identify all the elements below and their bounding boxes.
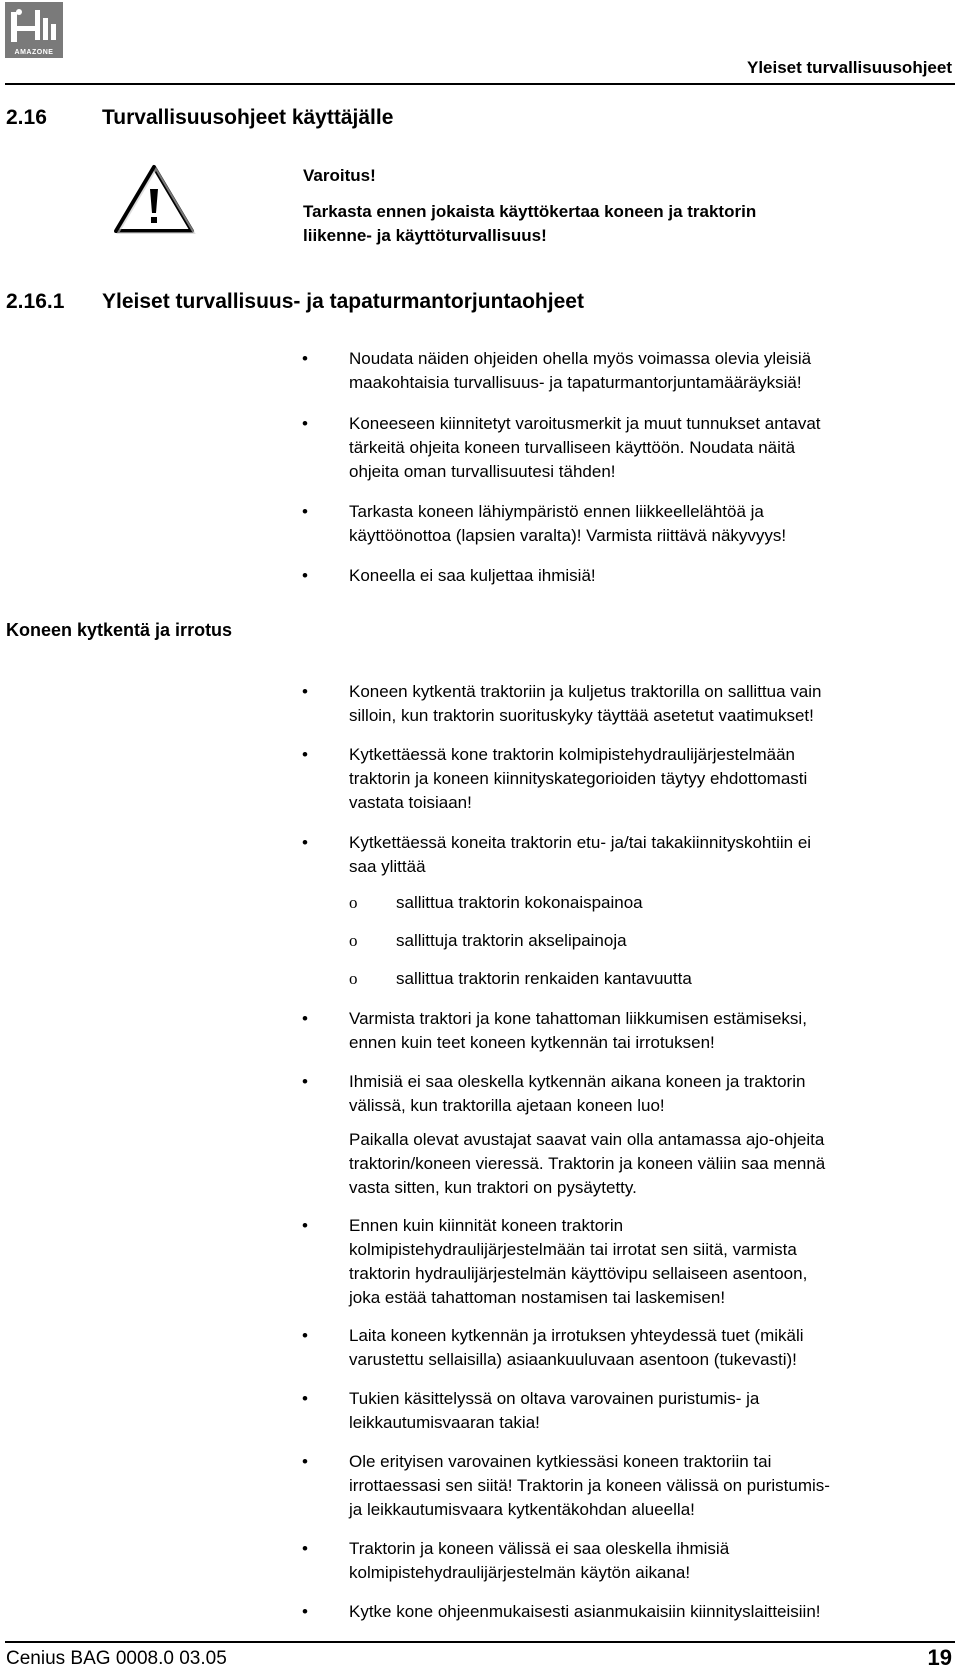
list-item-line: saa ylittää [349,857,426,876]
list-item-line: käyttöönottoa (lapsien varalta)! Varmista riittävä näkyvyys! [349,526,787,545]
bullet-marker: • [302,566,308,585]
list-item-line: Laita koneen kytkennän ja irrotuksen yhteydessä tuet (mikäli [349,1326,804,1345]
list-item-line: Traktorin ja koneen välissä ei saa oleskella ihmisiä [349,1539,730,1558]
warning-label: Varoitus! [303,166,376,185]
list-item-line: Ennen kuin kiinnität koneen traktorin [349,1216,624,1235]
sub-bullet-marker: o [349,969,358,988]
list-item [349,1387,939,1435]
sub-bullet-marker: o [349,893,358,912]
bullet-marker: • [302,349,308,368]
list-item [349,831,939,879]
list-item-line: maakohtaisia turvallisuus- ja tapaturmantorjuntamääräyksiä! [349,373,802,392]
running-header: Yleiset turvallisuusohjeet [746,58,952,77]
bullet-marker: • [302,1602,308,1621]
paragraph-line: vasta sitten, kun traktori on pysäytetty. [349,1178,637,1197]
header-divider [5,83,955,85]
bullet-marker: • [302,1452,308,1471]
bullet-marker: • [302,682,308,701]
list-item-line: varustettu sellaisilla) asiaankuuluvaan asentoon (tukevasti)! [349,1350,797,1369]
subsection-heading [6,290,584,314]
list-item [349,347,939,395]
list-item-line: Kytkettäessä koneita traktorin etu- ja/tai takakiinnityskohtiin ei [349,833,812,852]
list-item [349,564,939,588]
list-item-line: Koneen kytkentä traktoriin ja kuljetus traktorilla on sallittua vain [349,682,822,701]
list-item-line: silloin, kun traktorin suorituskyky täyttää asetetut vaatimukset! [349,706,814,725]
bullet-marker: • [302,1009,308,1028]
list-item-line: leikkautumisvaaran takia! [349,1413,540,1432]
list-item-line: ennen kuin teet koneen kytkennän tai irrotuksen! [349,1033,715,1052]
sub-list-item: sallittuja traktorin akselipainoja [396,931,627,950]
logo [5,2,63,58]
list-item [349,1450,939,1522]
list-item [349,1537,939,1585]
bullet-marker: • [302,1539,308,1558]
list-item-line: ja leikkautumisvaara kytkentäkohdan alueella! [349,1500,695,1519]
footer-doc-id: Cenius BAG 0008.0 03.05 [6,1648,227,1669]
warning-line: Tarkasta ennen jokaista käyttökertaa koneen ja traktorin [303,202,757,221]
list-item-line: Tukien käsittelyssä on oltava varovainen puristumis- ja [349,1389,760,1408]
bullet-marker: • [302,1326,308,1345]
bullet-marker: • [302,414,308,433]
list-item [349,1070,939,1118]
sub-list-item: sallittua traktorin renkaiden kantavuutta [396,969,692,988]
list-item [349,1007,939,1055]
list-item-line: kolmipistehydraulijärjestelmän käytön aikana! [349,1563,691,1582]
list-item-line: Kytke kone ohjeenmukaisesti asianmukaisiin kiinnityslaitteisiin! [349,1602,821,1621]
subsection-title: Yleiset turvallisuus- ja tapaturmantorjuntaohjeet [102,290,584,313]
page-number: 19 [927,1645,952,1670]
list-item [349,1214,939,1310]
list-item [349,1600,939,1624]
list-item-line: vastata toisiaan! [349,793,472,812]
warning-line: liikenne- ja käyttöturvallisuus! [303,226,547,245]
bullet-marker: • [302,1389,308,1408]
bullet-marker: • [302,1216,308,1235]
list-item [349,680,939,728]
section-number: 2.16 [6,106,47,129]
bullet-marker: • [302,502,308,521]
list-item-line: Ole erityisen varovainen kytkiessäsi koneen traktoriin tai [349,1452,772,1471]
list-item-line: traktorin hydraulijärjestelmän käyttövipu sellaiseen asentoon, [349,1264,808,1283]
list-item-line: Noudata näiden ohjeiden ohella myös voimassa olevia yleisiä [349,349,812,368]
list-item-line: Varmista traktori ja kone tahattoman liikkumisen estämiseksi, [349,1009,807,1028]
list-item-line: joka estää tahattoman nostamisen tai laskemisen! [349,1288,726,1307]
list-item-line: tärkeitä ohjeita koneen turvalliseen käyttöön. Noudata näitä [349,438,796,457]
subsection-number: 2.16.1 [6,290,65,313]
bullet-marker: • [302,1072,308,1091]
list-item-line: Tarkasta koneen lähiympäristö ennen liikkeellelähtöä ja [349,502,764,521]
side-heading: Koneen kytkentä ja irrotus [6,620,233,640]
section-heading [6,106,393,130]
bullet-marker: • [302,833,308,852]
sub-list-item: sallittua traktorin kokonaispainoa [396,893,643,912]
list-item-line: Kytkettäessä kone traktorin kolmipistehydraulijärjestelmään [349,745,795,764]
footer-divider [5,1641,955,1643]
continuation-paragraph [349,1128,939,1200]
paragraph-line: traktorin/koneen vieressä. Traktorin ja koneen väliin saa mennä [349,1154,826,1173]
warning-triangle-icon [112,163,196,235]
list-item-line: Koneeseen kiinnitetyt varoitusmerkit ja muut tunnukset antavat [349,414,821,433]
list-item [349,1324,939,1372]
warning-block [303,164,756,248]
list-item-line: välissä, kun traktorilla ajetaan koneen luo! [349,1096,665,1115]
paragraph-line: Paikalla olevat avustajat saavat vain olla antamassa ajo-ohjeita [349,1130,825,1149]
list-item-line: ohjeita oman turvallisuutesi tähden! [349,462,616,481]
list-item-line: Koneella ei saa kuljettaa ihmisiä! [349,566,596,585]
list-item-line: irrottaessasi sen siitä! Traktorin ja koneen välissä on puristumis- [349,1476,830,1495]
list-item [349,743,939,815]
logo-wordmark: AMAZONE [14,49,54,56]
bullet-marker: • [302,745,308,764]
list-item-line: traktorin ja koneen kiinnityskategorioiden täytyy ehdottomasti [349,769,808,788]
list-item [349,412,939,484]
sub-bullet-marker: o [349,931,358,950]
list-item-line: Ihmisiä ei saa oleskella kytkennän aikana koneen ja traktorin [349,1072,806,1091]
section-title: Turvallisuusohjeet käyttäjälle [102,106,394,129]
list-item-line: kolmipistehydraulijärjestelmään tai irrotat sen siitä, varmista [349,1240,797,1259]
list-item [349,500,939,548]
